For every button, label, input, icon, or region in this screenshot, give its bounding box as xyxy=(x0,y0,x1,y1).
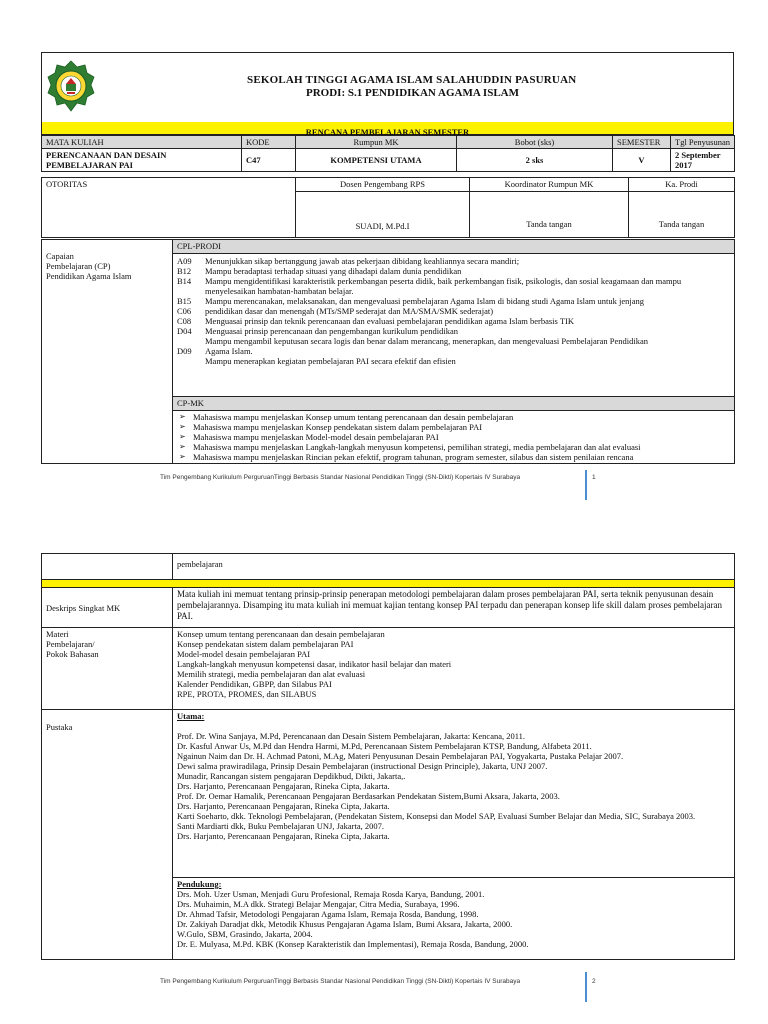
materi-item: Konsep pendekatan sistem dalam pembelajaran PAI xyxy=(177,639,354,649)
page-2-table xyxy=(41,553,735,960)
utama-item: Prof. Dr. Oemar Hamalik, Perencanaan Pengajaran Berdasarkan Pendekatan Sistem,Bumi Aksara, Jakarta, 2003. xyxy=(177,791,560,801)
col-header-kode: KODE xyxy=(242,136,296,149)
deskripsi-row xyxy=(42,588,735,628)
col-header-rumpun: Rumpun MK xyxy=(296,136,457,149)
kaprodi-signature: Tanda tangan xyxy=(629,192,735,238)
materi-item: Kalender Pendidikan, GBPP, dan Silabus PAI xyxy=(177,679,332,689)
dosen-label: Dosen Pengembang RPS xyxy=(296,178,470,192)
materi-item: Memilih strategi, media pembelajaran dan alat evaluasi xyxy=(177,669,366,679)
pustaka-pendukung xyxy=(173,878,735,960)
capaian-row xyxy=(42,240,735,254)
pendukung-item: Dr. Ahmad Tafsir, Metodologi Pengajaran Agama Islam, Remaja Rosda, Bandung, 1998. xyxy=(177,909,479,919)
page-1-footer: Tim Pengembang Kurikulum PerguruanTinggi Berbasis Standar Nasional Pendidikan Tinggi (SN-Dikti) Kopertais IV Surabaya xyxy=(160,474,521,481)
cpl-item: A09 Menunjukkan sikap bertanggung jawab atas pekerjaan dibidang keahliannya secara mandiri; xyxy=(177,256,520,266)
materi-items xyxy=(173,628,735,710)
pustaka-label: Pustaka xyxy=(42,710,173,960)
otoritas-label: OTORITAS xyxy=(42,178,296,238)
cpmk-header: CP-MK xyxy=(173,397,735,411)
page-1-number: 1 xyxy=(592,474,596,481)
cpmk-item: ➢ Mahasiswa mampu menjelaskan Rincian pekan efektif, program tahunan, program semester, silabus dan sistem penilaian rencana xyxy=(177,452,730,462)
materi-label-line: Pembelajaran/ xyxy=(46,639,95,649)
course-values-row xyxy=(42,149,735,172)
pustaka-row xyxy=(42,710,735,878)
utama-item: Drs. Harjanto, Perencanaan Pengajaran, Rineka Cipta, Jakarta. xyxy=(177,831,390,841)
course-bobot: 2 sks xyxy=(457,149,613,172)
page-2-footer-divider xyxy=(585,972,587,1002)
capaian-label-line: Pendidikan Agama Islam xyxy=(46,271,132,281)
pendukung-item: W.Gulo, SBM, Grasindo, Jakarta, 2004. xyxy=(177,929,313,939)
col-header-semester: SEMESTER xyxy=(613,136,671,149)
utama-item: Drs. Harjanto, Perencanaan Pengajaran, Rineka Cipta, Jakarta. xyxy=(177,781,390,791)
utama-item: Dr. Kasful Anwar Us, M.Pd dan Hendra Harmi, M.Pd, Perencanaan Sistem Pembelajaran KTSP, Bandung, Alfabeta 2011. xyxy=(177,741,592,751)
cpmk-item: ➢ Mahasiswa mampu menjelaskan Konsep umum tentang perencanaan dan desain pembelajaran xyxy=(177,412,730,422)
cpl-item: B14 Mampu mengidentifikasi karakteristik perkembangan peserta didik, baik perkembangan fisik, psikologis, dan sosial keagamaan dan mampu menyelesaikan hambatan-hambatan belajar. xyxy=(177,276,682,296)
col-header-mata-kuliah: MATA KULIAH xyxy=(42,136,242,149)
highlight-row xyxy=(42,580,735,588)
otoritas-table xyxy=(41,177,735,238)
col-header-tgl: Tgl Penyusunan xyxy=(671,136,735,149)
cpl-item: C08 Menguasai prinsip dan teknik perencanaan dan evaluasi pembelajaran pendidikan agama Islam berbasis TIK xyxy=(177,316,574,326)
cpl-item: C06 pendidikan dasar dan menengah (MTs/SMP sederajat dan MA/SMA/SMK sederajat) xyxy=(177,306,494,316)
utama-item: Santi Mardiarti dkk, Buku Pembelajaran UNJ, Jakarta, 2007. xyxy=(177,821,385,831)
materi-row xyxy=(42,628,735,710)
koordinator-label: Koordinator Rumpun MK xyxy=(470,178,629,192)
utama-label: Utama: xyxy=(177,711,205,721)
cpl-items xyxy=(173,254,735,397)
course-rumpun: KOMPETENSI UTAMA xyxy=(296,149,457,172)
deskripsi-text: Mata kuliah ini memuat tentang prinsip-prinsip penerapan metodologi pembelajaran dalam proses pembelajaran PAI, serta teknik penyusunan desain pembelajarannya. Disamping itu mata kuliah ini memuat kajian tentang konsep PAI terpadu dan penerapan konsep life skill dalam proses pembelajaran PAI. xyxy=(173,588,735,628)
cpl-item: D09 Agama Islam. xyxy=(177,346,253,356)
page-2-footer: Tim Pengembang Kurikulum PerguruanTinggi Berbasis Standar Nasional Pendidikan Tinggi (SN-Dikti) Kopertais IV Surabaya xyxy=(160,978,521,985)
cpl-prodi-header: CPL-PRODI xyxy=(173,240,735,254)
cpmk-item: ➢ Mahasiswa mampu menjelaskan Konsep pendekatan sistem dalam pembelajaran PAI xyxy=(177,422,730,432)
materi-item: Langkah-langkah menyusun kompetensi dasar, indikator hasil belajar dan materi xyxy=(177,659,452,669)
cpmk-item: ➢ Mahasiswa mampu menjelaskan Langkah-langkah menyusun kompetensi, pemilihan strategi, media pembelajaran dan alat evaluasi xyxy=(177,442,730,452)
materi-label xyxy=(42,628,173,710)
pustaka-utama xyxy=(173,710,735,878)
utama-item: Dewi salma prawiradilaga, Prinsip Desain Pembelajaran (instructional Design Principle), Jakarta, UNJ 2007. xyxy=(177,761,548,771)
pendukung-label: Pendukung: xyxy=(177,879,222,889)
cpl-item: B15 Mampu merencanakan, melaksanakan, dan mengevaluasi pembelajaran Agama Islam di bidang studi Agama Islam untuk jenjang xyxy=(177,296,645,306)
page-2-number: 2 xyxy=(592,978,596,985)
continuation-row xyxy=(42,554,735,580)
utama-item: Karti Soeharto, dkk. Teknologi Pembelajaran, (Pendekatan Sistem, Konsepsi dan Model SAP, Evaluasi Sumber Belajar dan Media, SIC, Surabaya 2003. xyxy=(177,811,696,821)
course-date: 2 September 2017 xyxy=(671,149,735,172)
materi-label-line: Pokok Bahasan xyxy=(46,649,99,659)
utama-item: Drs. Harjanto, Perencanaan Pengajaran, Rineka Cipta, Jakarta. xyxy=(177,801,390,811)
kaprodi-label: Ka. Prodi xyxy=(629,178,735,192)
materi-label-line: Materi xyxy=(46,629,69,639)
otoritas-header-row xyxy=(42,178,735,192)
pendukung-item: Drs. Moh. Uzer Usman, Menjadi Guru Profesional, Remaja Rosda Karya, Bandung, 2001. xyxy=(177,889,485,899)
col-header-bobot: Bobot (sks) xyxy=(457,136,613,149)
cpl-item: D04 Menguasai prinsip perencanaan dan pengembangan kurikulum pendidikan xyxy=(177,326,459,336)
pendukung-item: Dr. Zakiyah Daradjat dkk, Metodik Khusus Pengajaran Agama Islam, Bumi Aksara, Jakarta, 2000. xyxy=(177,919,513,929)
koordinator-signature: Tanda tangan xyxy=(470,192,629,238)
header-box xyxy=(41,52,734,124)
course-header-row xyxy=(42,136,735,149)
deskripsi-label: Deskrips Singkat MK xyxy=(42,588,173,628)
capaian-label xyxy=(42,240,173,464)
pendukung-item: Dr. E. Mulyasa, M.Pd. KBK (Konsep Karakteristik dan Implementasi), Remaja Rosda, Bandung, 2000. xyxy=(177,939,529,949)
utama-item: Prof. Dr. Wina Sanjaya, M.Pd, Perencanaan dan Desain Sistem Pembelajaran, Jakarta: Kencana, 2011. xyxy=(177,731,526,741)
utama-item: Munadir, Rancangan sistem pengajaran Depdikbud, Dikti, Jakarta,. xyxy=(177,771,406,781)
course-name: PERENCANAAN DAN DESAIN PEMBELAJARAN PAI xyxy=(42,149,242,172)
materi-item: Model-model desain pembelajaran PAI xyxy=(177,649,311,659)
document-title-bar xyxy=(41,122,734,135)
utama-item: Ngainun Naim dan Dr. H. Achmad Patoni, M.Ag, Materi Penyusunan Desain Pembelajaran PAI, Yogyakarta, Pustaka Pelajar 2007. xyxy=(177,751,624,761)
continuation-text: pembelajaran xyxy=(173,554,735,580)
document-title: RENCANA PEMBELAJARAN SEMESTER xyxy=(305,127,470,137)
cpl-item: B12 Mampu beradaptasi terhadap situasi yang dihadapi dalam dunia pendidikan xyxy=(177,266,462,276)
materi-item: Konsep umum tentang perencanaan dan desain pembelajaran xyxy=(177,629,385,639)
institution-name: SEKOLAH TINGGI AGAMA ISLAM SALAHUDDIN PASURUAN xyxy=(247,74,577,86)
dosen-name: SUADI, M.Pd.I xyxy=(296,192,470,238)
capaian-label-line: Capaian xyxy=(46,251,74,261)
highlight-band xyxy=(42,580,735,588)
institution-logo xyxy=(46,60,96,112)
cpmk-item: ➢ Mahasiswa mampu menjelaskan Model-model desain pembelajaran PAI xyxy=(177,432,730,442)
capaian-label-line: Pembelajaran (CP) xyxy=(46,261,111,271)
cpl-item: Mampu menerapkan kegiatan pembelajaran PAI secara efektif dan efisien xyxy=(205,356,456,366)
continuation-blank xyxy=(42,554,173,580)
page-1-footer-divider xyxy=(585,470,587,500)
course-info-table xyxy=(41,135,735,172)
cpmk-items xyxy=(173,411,735,464)
course-code: C47 xyxy=(242,149,296,172)
program-name: PRODI: S.1 PENDIDIKAN AGAMA ISLAM xyxy=(306,87,519,99)
pendukung-item: Drs. Muhaimin, M.A dkk. Strategi Belajar Mengajar, Citra Media, Surabaya, 1996. xyxy=(177,899,460,909)
course-semester: V xyxy=(613,149,671,172)
materi-item: RPE, PROTA, PROMES, dan SILABUS xyxy=(177,689,317,699)
cpl-item: Mampu mengambil keputusan secara logis dan benar dalam merancang, menerapkan, dan mengevaluasi Pembelajaran Pendidikan xyxy=(205,336,649,346)
capaian-table xyxy=(41,239,735,464)
